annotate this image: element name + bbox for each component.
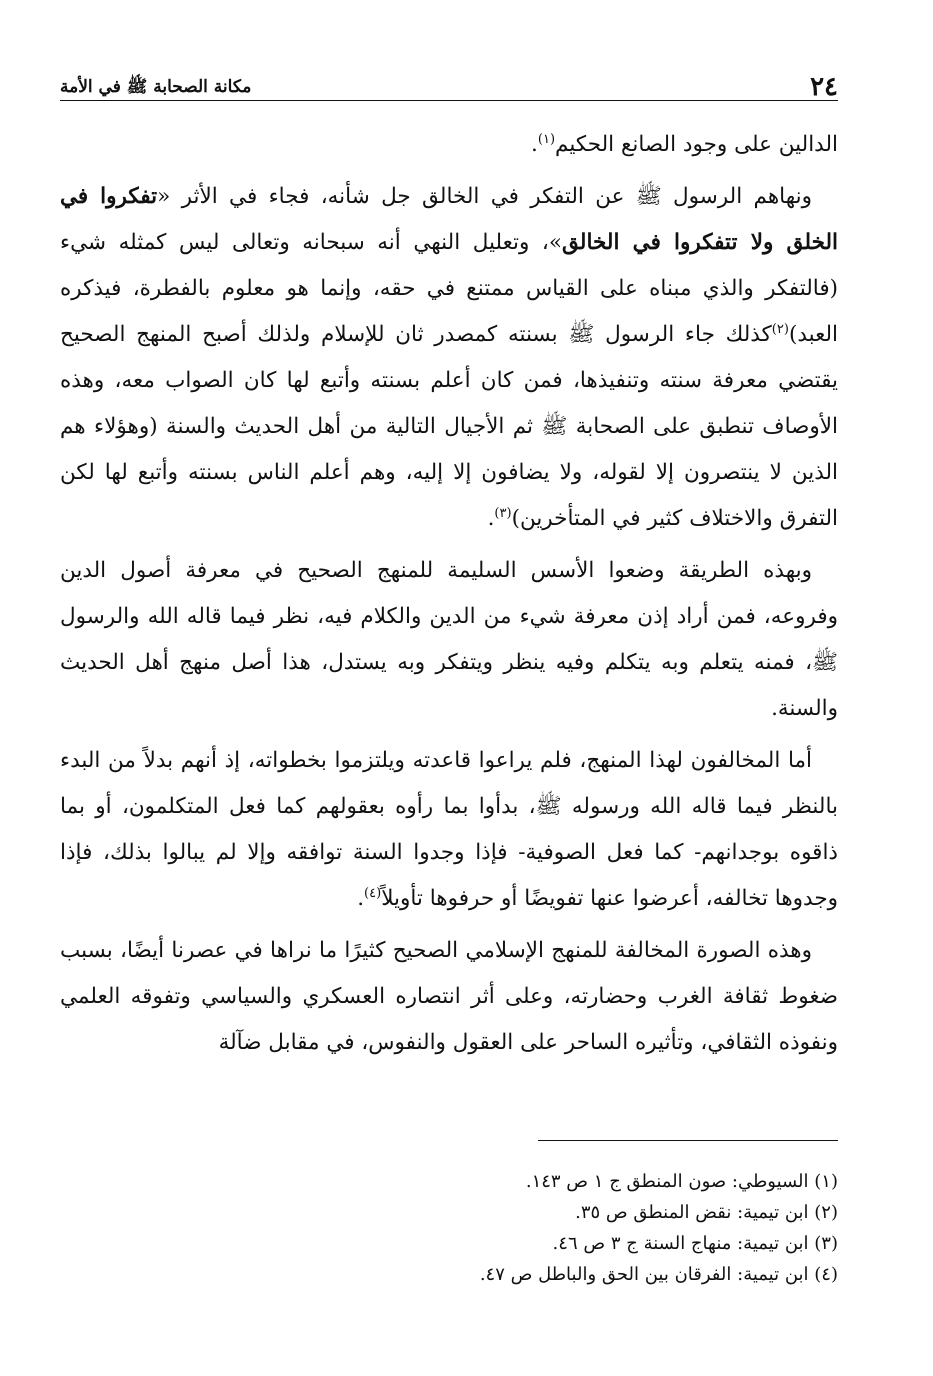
footnote-4: (٤) ابن تيمية: الفرقان بين الحق والباطل ص ٤٧. (479, 1264, 838, 1285)
paragraph-1-end: . (531, 132, 538, 157)
footnote-ref-1[interactable]: (١) (537, 131, 556, 147)
paragraph-4-text: أما المخالفون لهذا المنهج، فلم يراعوا قاعدته ويلتزموا بخطواته، إذ أنهم بدلاً من البدء بالنظر فيما قاله الله ورسوله ﷺ، بدأوا بما رأوه بعقولهم كما فعل المتكلمون، أو بما ذاقوه بوجدانهم- كما فعل الصوفية- فإذا وجدوا السنة توافقه وإلا لم يبالوا بذلك، فإذا وجدوها تخالفه، أعرضوا عنها تفويضًا أو حرفوها تأويلاً (60, 748, 838, 911)
footnote-3: (٣) ابن تيمية: منهاج السنة ج ٣ ص ٤٦. (552, 1233, 838, 1254)
paragraph-4 (60, 738, 838, 922)
paragraph-5: وهذه الصورة المخالفة للمنهج الإسلامي الصحيح كثيرًا ما نراها في عصرنا أيضًا، بسبب ضغوط ثقافة الغرب وحضارته، وعلى أثر انتصاره العسكري والسياسي وتفوقه العلمي ونفوذه الثقافي، وتأثيره الساحر على العقول والنفوس، في مقابل ضآلة (60, 938, 838, 1055)
paragraph-3: وبهذه الطريقة وضعوا الأسس السليمة للمنهج الصحيح في معرفة أصول الدين وفروعه، فمن أراد إذن معرفة شيء من الدين والكلام فيه، نظر فيما قاله الله والرسول ﷺ، فمنه يتعلم وبه يتكلم وفيه ينظر ويتفكر وبه يستدل، هذا أصل منهج أهل الحديث والسنة. (60, 558, 838, 721)
paragraph-1 (60, 122, 838, 168)
paragraph-2-text-a: ونهاهم الرسول ﷺ عن التفكر في الخالق جل شأنه، فجاء في الأثر « (157, 184, 812, 209)
paragraph-2-text-c: كذلك جاء الرسول ﷺ بسنته كمصدر ثان للإسلام ولذلك أصبح المنهج الصحيح يقتضي معرفة سنته وتنفيذها، فمن كان أعلم بسنته وأتبع لها كان الصواب معه، وهذه الأوصاف تنطبق على الصحابة ﷺ ثم الأجيال التالية من أهل الحديث والسنة (وهؤلاء هم الذين لا ينتصرون إلا لقوله، ولا يضافون إلا إليه، وهم أعلم الناس بسنته وأتبع لها لكن التفرق والاختلاف كثير في المتأخرين) (60, 322, 838, 531)
hadith-quote: تفكروا في الخلق ولا تتفكروا في الخالق (60, 184, 838, 255)
footnotes (60, 1166, 838, 1290)
footnote-1: (١) السيوطي: صون المنطق ج ١ ص ١٤٣. (525, 1171, 838, 1192)
running-title: مكانة الصحابة ﷺ في الأمة (60, 77, 252, 97)
main-text (60, 122, 838, 1072)
footnote-2: (٢) ابن تيمية: نقض المنطق ص ٣٥. (575, 1202, 838, 1223)
footnote-ref-4[interactable]: (٤) (364, 885, 382, 901)
page-number: ٢٤ (810, 72, 838, 102)
footnote-divider (538, 1140, 838, 1141)
paragraph-2-end: . (487, 506, 495, 531)
paragraph-2 (60, 174, 838, 542)
footnote-ref-3[interactable]: (٣) (494, 505, 512, 521)
footnote-ref-2[interactable]: (٢) (771, 321, 789, 337)
paragraph-4-end: . (357, 886, 365, 911)
book-page (60, 0, 838, 1376)
paragraph-2-text-b: »، وتعليل النهي أنه سبحانه وتعالى ليس كمثله شيء (فالتفكر والذي مبناه على القياس ممتنع في حقه، وإنما هو معلوم بالفطرة، فيذكره العبد) (60, 230, 838, 347)
page-header (60, 70, 838, 101)
paragraph-1-text: الدالين على وجود الصانع الحكيم (555, 132, 838, 157)
